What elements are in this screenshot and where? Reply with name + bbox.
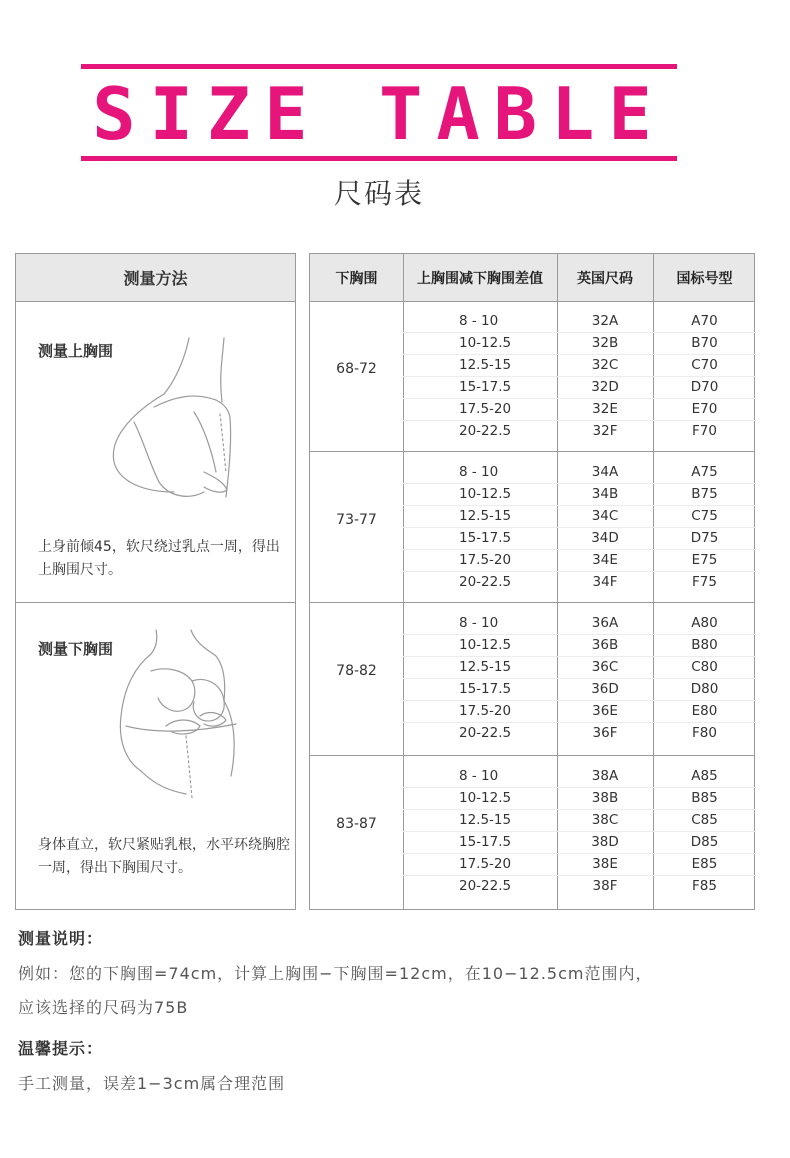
bust-difference-cell: 17.5-20 xyxy=(459,703,512,719)
uk-size-cell: 34F xyxy=(592,574,618,590)
bust-difference-cell: 20-22.5 xyxy=(459,878,512,894)
size-group xyxy=(310,301,754,452)
uk-size-cell: 34D xyxy=(591,530,619,546)
cn-size-cell: D80 xyxy=(690,681,719,697)
bust-difference-cell: 17.5-20 xyxy=(459,856,512,872)
cn-size-cell: A80 xyxy=(691,615,718,631)
page-subtitle: 尺码表 xyxy=(333,177,424,210)
cn-size-cell: D75 xyxy=(690,530,719,546)
size-group xyxy=(310,603,754,756)
page-title: SIZE TABLE xyxy=(92,72,666,156)
uk-size-cell: 38A xyxy=(591,768,619,784)
cn-size-cell: B70 xyxy=(691,335,718,351)
lower-bust-illustration xyxy=(96,626,276,806)
uk-size-cell: 32B xyxy=(591,335,619,351)
uk-size-cell: 36F xyxy=(592,725,618,741)
panel-divider xyxy=(16,602,295,603)
table-row xyxy=(403,354,756,376)
header-underbust: 下胸围 xyxy=(335,270,378,287)
measure-example-line2: 应该选择的尺码为75B xyxy=(18,998,189,1017)
bust-difference-cell: 12.5-15 xyxy=(459,659,512,675)
bust-difference-cell: 10-12.5 xyxy=(459,637,512,653)
cn-size-cell: C80 xyxy=(691,659,718,675)
cn-size-cell: B75 xyxy=(691,486,718,502)
bust-difference-cell: 17.5-20 xyxy=(459,401,512,417)
cn-size-cell: E75 xyxy=(691,552,718,568)
bust-difference-cell: 8 - 10 xyxy=(459,615,499,631)
cn-size-cell: F80 xyxy=(692,725,717,741)
cn-size-cell: E70 xyxy=(691,401,718,417)
uk-size-cell: 32E xyxy=(592,401,618,417)
cn-size-cell: F75 xyxy=(692,574,717,590)
table-row xyxy=(403,461,756,483)
uk-size-cell: 38F xyxy=(592,878,618,894)
cn-size-cell: A85 xyxy=(691,768,718,784)
table-row xyxy=(403,505,756,527)
uk-size-cell: 32A xyxy=(591,313,619,329)
size-table xyxy=(309,253,755,910)
size-group xyxy=(310,756,754,909)
cn-size-cell: F70 xyxy=(692,423,717,439)
cn-size-cell: A70 xyxy=(691,313,718,329)
table-row xyxy=(403,853,756,875)
table-row xyxy=(403,634,756,656)
table-row xyxy=(403,656,756,678)
bust-difference-cell: 15-17.5 xyxy=(459,530,512,546)
bust-difference-cell: 15-17.5 xyxy=(459,379,512,395)
table-row xyxy=(403,787,756,809)
header-difference: 上胸围减下胸围差值 xyxy=(417,270,543,287)
upper-bust-description: 上身前倾45，软尺绕过乳点一周，得出上胸围尺寸。 xyxy=(38,539,280,578)
bust-difference-cell: 10-12.5 xyxy=(459,486,512,502)
table-row xyxy=(403,678,756,700)
bust-difference-cell: 17.5-20 xyxy=(459,552,512,568)
bust-difference-cell: 10-12.5 xyxy=(459,790,512,806)
bust-difference-cell: 8 - 10 xyxy=(459,464,499,480)
uk-size-cell: 32C xyxy=(591,357,619,373)
underbust-range: 68-72 xyxy=(336,361,377,377)
header-uk-size: 英国尺码 xyxy=(577,270,633,287)
uk-size-cell: 34C xyxy=(591,508,619,524)
table-row xyxy=(403,571,756,593)
uk-size-cell: 36A xyxy=(591,615,619,631)
uk-size-cell: 38C xyxy=(591,812,619,828)
cn-size-cell: E80 xyxy=(691,703,718,719)
bust-difference-cell: 20-22.5 xyxy=(459,423,512,439)
measure-note-heading: 测量说明： xyxy=(18,929,104,948)
cn-size-cell: B85 xyxy=(691,790,718,806)
uk-size-cell: 34A xyxy=(591,464,619,480)
bust-difference-cell: 15-17.5 xyxy=(459,834,512,850)
uk-size-cell: 38D xyxy=(591,834,619,850)
bust-difference-cell: 12.5-15 xyxy=(459,812,512,828)
measurement-method-panel xyxy=(15,253,296,910)
upper-bust-title: 测量上胸围 xyxy=(38,342,114,360)
method-heading: 测量方法 xyxy=(16,254,295,302)
table-row xyxy=(403,549,756,571)
table-row xyxy=(403,831,756,853)
tip-text: 手工测量，误差1−3cm属合理范围 xyxy=(18,1074,286,1093)
uk-size-cell: 36D xyxy=(591,681,619,697)
uk-size-cell: 36C xyxy=(591,659,619,675)
table-row xyxy=(403,376,756,398)
underbust-range: 83-87 xyxy=(336,816,377,832)
cn-size-cell: C85 xyxy=(691,812,718,828)
table-row xyxy=(403,332,756,354)
bust-difference-cell: 20-22.5 xyxy=(459,725,512,741)
cn-size-cell: C75 xyxy=(691,508,718,524)
table-row xyxy=(403,420,756,442)
uk-size-cell: 36E xyxy=(592,703,618,719)
underbust-range: 78-82 xyxy=(336,663,377,679)
lower-bust-description: 身体直立，软尺紧贴乳根，水平环绕胸腔一周，得出下胸围尺寸。 xyxy=(38,837,290,876)
title-top-rule xyxy=(81,64,677,69)
bust-difference-cell: 15-17.5 xyxy=(459,681,512,697)
table-row xyxy=(403,700,756,722)
cn-size-cell: A75 xyxy=(691,464,718,480)
measure-example-line1: 例如：您的下胸围=74cm，计算上胸围−下胸围=12cm，在10−12.5cm范围内， xyxy=(18,964,653,983)
table-row xyxy=(403,722,756,744)
uk-size-cell: 32D xyxy=(591,379,619,395)
table-row xyxy=(403,310,756,332)
cn-size-cell: F85 xyxy=(692,878,717,894)
bust-difference-cell: 12.5-15 xyxy=(459,357,512,373)
table-row xyxy=(403,875,756,897)
table-row xyxy=(403,809,756,831)
table-row xyxy=(403,765,756,787)
cn-size-cell: D70 xyxy=(690,379,719,395)
uk-size-cell: 38E xyxy=(592,856,618,872)
underbust-range: 73-77 xyxy=(336,512,377,528)
bust-difference-cell: 12.5-15 xyxy=(459,508,512,524)
uk-size-cell: 38B xyxy=(591,790,619,806)
bust-difference-cell: 10-12.5 xyxy=(459,335,512,351)
bust-difference-cell: 20-22.5 xyxy=(459,574,512,590)
cn-size-cell: B80 xyxy=(691,637,718,653)
title-bottom-rule xyxy=(81,156,677,161)
upper-bust-illustration xyxy=(94,332,274,512)
table-row xyxy=(403,483,756,505)
uk-size-cell: 34B xyxy=(591,486,619,502)
header-cn-size: 国标号型 xyxy=(676,270,733,287)
cn-size-cell: E85 xyxy=(691,856,718,872)
cn-size-cell: C70 xyxy=(691,357,718,373)
lower-bust-title: 测量下胸围 xyxy=(38,640,114,658)
size-table-header xyxy=(310,254,754,302)
bust-difference-cell: 8 - 10 xyxy=(459,313,499,329)
size-group xyxy=(310,452,754,603)
bust-difference-cell: 8 - 10 xyxy=(459,768,499,784)
uk-size-cell: 34E xyxy=(592,552,618,568)
uk-size-cell: 36B xyxy=(591,637,619,653)
uk-size-cell: 32F xyxy=(592,423,618,439)
cn-size-cell: D85 xyxy=(690,834,719,850)
table-row xyxy=(403,612,756,634)
tip-heading: 温馨提示： xyxy=(18,1039,104,1058)
table-row xyxy=(403,527,756,549)
table-row xyxy=(403,398,756,420)
